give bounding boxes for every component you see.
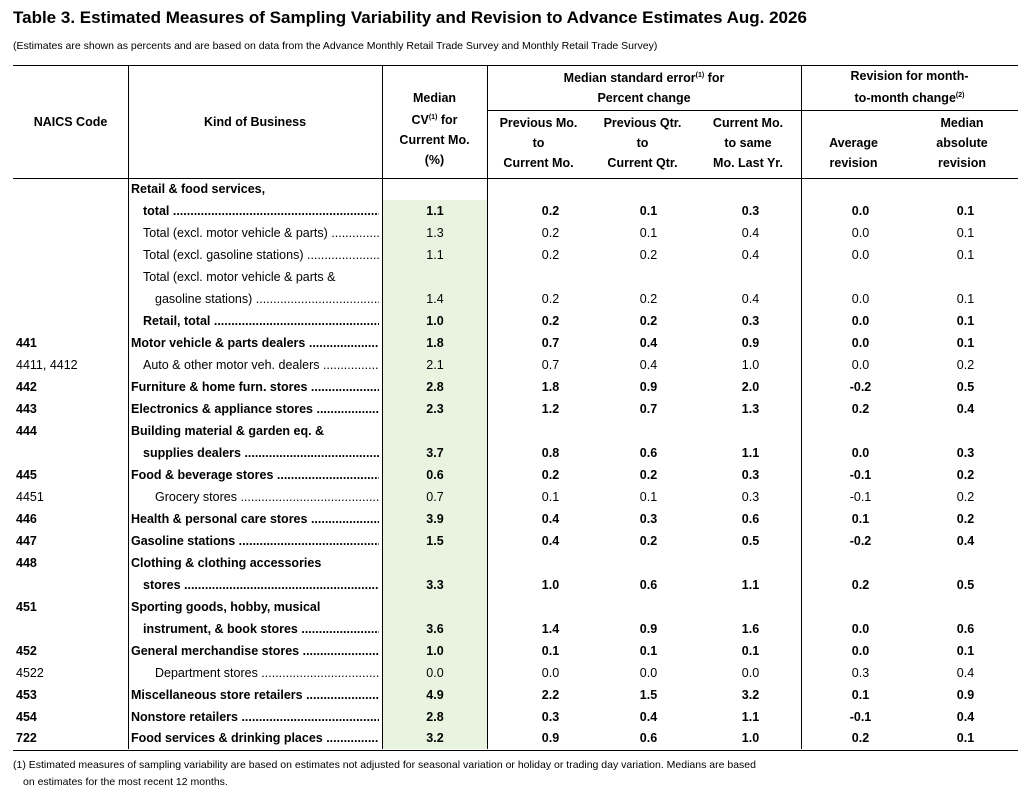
business-kind: supplies dealers ..... [143,442,379,464]
table-row [13,662,1018,684]
se-cur-month: 0.9 [741,336,760,350]
table-subtitle: (Estimates are shown as percents and are based on data from the Advance Monthly Retail Trade Survey and Monthly Retail Trade Survey) [13,40,658,52]
header-prev-qtr: Previous Qtr. to Current Qtr. [603,116,682,170]
median-abs-revision: 0.4 [956,666,975,680]
header-median-abs-revision: Median absolute revision [936,116,988,170]
se-prev-month: 0.2 [541,226,560,240]
se-prev-month: 1.2 [541,402,560,416]
cv-value: 1.8 [426,336,444,350]
cv-value: 2.8 [426,380,444,394]
table-row [13,464,1018,486]
table-row [13,310,1018,332]
avg-revision: 0.2 [851,402,870,416]
table-title: Table 3. Estimated Measures of Sampling Variability and Revision to Advance Estimates Aug. 2026 [13,8,807,27]
median-abs-revision: 0.6 [956,622,975,636]
se-prev-month: 0.2 [541,292,560,306]
table-row [13,508,1018,530]
naics-code: 454 [16,710,37,724]
se-prev-month: 0.8 [541,446,560,460]
header-cv: Median CV$^{(1)}$ for Current Mo. (%) [399,91,470,168]
business-kind: total ..... [143,200,379,222]
se-cur-month: 3.2 [741,688,760,702]
table-row [13,684,1018,706]
se-cur-month: 0.3 [741,468,760,482]
header-prev-month: Previous Mo. to Current Mo. [499,116,578,170]
table-row [13,574,1018,596]
avg-revision: 0.0 [851,622,870,636]
median-abs-revision: 0.5 [956,380,975,394]
naics-code: 443 [16,402,37,416]
naics-code: 447 [16,534,37,548]
cv-value: 3.2 [426,731,444,745]
median-abs-revision: 0.1 [956,204,975,218]
business-kind: General merchandise stores ..... [131,640,379,662]
table-row [13,222,1018,244]
table-row [13,420,1018,442]
header-median-se: Median standard error$^{(1)}$ for Percent change [563,71,725,106]
se-prev-qtr: 0.0 [639,666,658,680]
business-kind: Total (excl. motor vehicle & parts) ..... [143,222,379,244]
table-row [13,552,1018,574]
cv-value: 0.6 [426,468,444,482]
table-row [13,200,1018,222]
table-row [13,288,1018,310]
se-cur-month: 0.4 [741,226,760,240]
se-prev-qtr: 0.9 [639,380,658,394]
se-prev-month: 1.0 [541,578,560,592]
table-row [13,486,1018,508]
business-kind: Food & beverage stores ..... [131,464,379,486]
business-kind: Building material & garden eq. & [131,424,325,438]
business-kind: Retail, total ..... [143,310,379,332]
naics-code: 722 [16,731,37,745]
table-row [13,178,1018,200]
business-kind: Food services & drinking places ..... [131,727,379,749]
se-prev-month: 0.2 [541,314,560,328]
avg-revision: -0.1 [849,710,872,724]
avg-revision: 0.0 [851,204,870,218]
median-abs-revision: 0.5 [956,578,975,592]
se-prev-qtr: 0.2 [639,534,658,548]
avg-revision: 0.0 [851,358,870,372]
avg-revision: 0.1 [851,512,870,526]
cv-value: 1.3 [426,226,444,240]
table-row [13,332,1018,354]
se-cur-month: 1.0 [741,731,760,745]
table-row [13,596,1018,618]
table-row [13,618,1018,640]
se-prev-month: 0.2 [541,468,560,482]
cv-value: 3.6 [426,622,444,636]
se-prev-qtr: 0.2 [639,248,658,262]
cv-value: 0.7 [426,490,444,504]
avg-revision: 0.0 [851,644,870,658]
business-kind: instrument, & book stores ..... [143,618,379,640]
se-prev-month: 2.2 [541,688,560,702]
se-prev-qtr: 0.6 [639,446,658,460]
se-prev-month: 0.0 [541,666,560,680]
header-naics: NAICS Code [33,115,108,129]
se-prev-qtr: 0.3 [639,512,658,526]
table-row [13,640,1018,662]
header-divider-mse [487,110,801,111]
se-prev-month: 0.7 [541,336,560,350]
se-prev-qtr: 0.4 [639,358,658,372]
se-prev-qtr: 0.7 [639,402,658,416]
table-row [13,398,1018,420]
table-row [13,727,1018,749]
avg-revision: 0.2 [851,578,870,592]
median-abs-revision: 0.2 [956,468,975,482]
cv-value: 1.1 [426,204,444,218]
business-kind: Sporting goods, hobby, musical [131,600,321,614]
table-row [13,376,1018,398]
se-cur-month: 0.0 [741,666,760,680]
business-kind: Nonstore retailers ..... [131,706,379,728]
table-row [13,442,1018,464]
se-prev-qtr: 0.2 [639,314,658,328]
se-prev-month: 1.8 [541,380,560,394]
median-abs-revision: 0.1 [956,314,975,328]
median-abs-revision: 0.1 [956,644,975,658]
se-prev-qtr: 0.1 [639,204,658,218]
cv-value: 3.9 [426,512,444,526]
se-prev-qtr: 0.6 [639,731,658,745]
header-kind: Kind of Business [203,115,307,129]
naics-code: 445 [16,468,37,482]
business-kind: Clothing & clothing accessories [131,556,322,570]
se-prev-month: 0.7 [541,358,560,372]
business-kind: Grocery stores ..... [155,486,379,508]
se-prev-qtr: 0.6 [639,578,658,592]
table-row [13,530,1018,552]
cv-value: 3.7 [426,446,444,460]
se-prev-qtr: 1.5 [639,688,658,702]
se-cur-month: 1.3 [741,402,760,416]
avg-revision: 0.0 [851,226,870,240]
median-abs-revision: 0.1 [956,731,975,745]
avg-revision: -0.1 [849,468,872,482]
median-abs-revision: 0.4 [956,534,975,548]
se-prev-qtr: 0.2 [639,468,658,482]
se-prev-qtr: 0.2 [639,292,658,306]
median-abs-revision: 0.9 [956,688,975,702]
median-abs-revision: 0.4 [956,710,975,724]
naics-code: 4411, 4412 [16,358,78,372]
se-cur-month: 0.3 [741,490,760,504]
cv-value: 1.1 [426,248,444,262]
cv-value: 2.1 [426,358,444,372]
avg-revision: 0.0 [851,446,870,460]
se-prev-qtr: 0.4 [639,710,658,724]
business-kind: Furniture & home furn. stores ..... [131,376,379,398]
avg-revision: 0.1 [851,688,870,702]
naics-code: 442 [16,380,37,394]
business-kind: gasoline stations) ..... [155,288,379,310]
se-prev-month: 0.1 [541,644,560,658]
business-kind: Total (excl. gasoline stations) ..... [143,244,379,266]
se-cur-month: 0.6 [741,512,760,526]
avg-revision: -0.2 [849,534,872,548]
median-abs-revision: 0.4 [956,402,975,416]
se-prev-month: 0.2 [541,204,560,218]
median-abs-revision: 0.3 [956,446,975,460]
se-prev-qtr: 0.1 [639,644,658,658]
business-kind: stores ..... [143,574,379,596]
avg-revision: 0.0 [851,336,870,350]
header-cur-month: Current Mo. to same Mo. Last Yr. [712,116,784,170]
header-revision: Revision for month- to-month change$^{(2)}$ [850,69,969,106]
se-cur-month: 0.4 [741,292,760,306]
se-cur-month: 0.1 [741,644,760,658]
se-prev-month: 0.4 [541,534,560,548]
table-row [13,354,1018,376]
median-abs-revision: 0.2 [956,512,975,526]
se-cur-month: 0.5 [741,534,760,548]
se-prev-month: 0.3 [541,710,560,724]
cv-value: 2.3 [426,402,444,416]
se-prev-month: 0.2 [541,248,560,262]
cv-value: 4.9 [426,688,444,702]
table-row [13,244,1018,266]
naics-code: 451 [16,600,37,614]
naics-code: 448 [16,556,37,570]
se-prev-month: 0.4 [541,512,560,526]
median-abs-revision: 0.1 [956,226,975,240]
median-abs-revision: 0.2 [956,358,975,372]
cv-value: 2.8 [426,710,444,724]
se-cur-month: 1.1 [741,578,760,592]
avg-revision: 0.0 [851,292,870,306]
business-kind: Department stores ..... [155,662,379,684]
cv-value: 1.5 [426,534,444,548]
se-prev-qtr: 0.1 [639,490,658,504]
business-kind: Miscellaneous store retailers ..... [131,684,379,706]
median-abs-revision: 0.1 [956,292,975,306]
naics-code: 441 [16,336,37,350]
header-divider-rev [801,110,1018,111]
naics-code: 452 [16,644,37,658]
avg-revision: 0.0 [851,248,870,262]
header-avg-revision: Average revision [829,136,878,170]
se-cur-month: 1.1 [741,446,760,460]
table-row [13,706,1018,728]
se-cur-month: 1.6 [741,622,760,636]
business-kind: Auto & other motor veh. dealers ..... [143,354,379,376]
business-kind: Motor vehicle & parts dealers ..... [131,332,379,354]
cv-value: 0.0 [426,666,444,680]
business-kind: Health & personal care stores ..... [131,508,379,530]
business-kind: Electronics & appliance stores ..... [131,398,379,420]
footnote [13,757,1003,791]
se-cur-month: 2.0 [741,380,760,394]
cv-value: 3.3 [426,578,444,592]
se-cur-month: 1.0 [741,358,760,372]
cv-value: 1.4 [426,292,444,306]
se-prev-month: 1.4 [541,622,560,636]
avg-revision: 0.2 [851,731,870,745]
avg-revision: -0.2 [849,380,872,394]
median-abs-revision: 0.1 [956,248,975,262]
avg-revision: 0.0 [851,314,870,328]
se-prev-qtr: 0.1 [639,226,658,240]
naics-code: 4451 [16,490,44,504]
se-prev-month: 0.9 [541,731,560,745]
table-row [13,266,1018,288]
naics-code: 453 [16,688,37,702]
naics-code: 444 [16,424,37,438]
footnote-line-1: (1) Estimated measures of sampling variability are based on estimates not adjusted for seasonal variation or holiday or trading day variation. Medians are based [13,759,756,771]
se-prev-qtr: 0.9 [639,622,658,636]
avg-revision: -0.1 [849,490,872,504]
se-cur-month: 0.4 [741,248,760,262]
business-kind: Retail & food services, [131,182,266,196]
naics-code: 4522 [16,666,44,680]
se-cur-month: 0.3 [741,314,760,328]
median-abs-revision: 0.1 [956,336,975,350]
se-cur-month: 0.3 [741,204,760,218]
footnote-line-2: on estimates for the most recent 12 months. [23,776,228,788]
se-cur-month: 1.1 [741,710,760,724]
se-prev-month: 0.1 [541,490,560,504]
business-kind: Gasoline stations ..... [131,530,379,552]
naics-code: 446 [16,512,37,526]
business-kind: Total (excl. motor vehicle & parts & [143,270,336,284]
median-abs-revision: 0.2 [956,490,975,504]
cv-value: 1.0 [426,644,444,658]
avg-revision: 0.3 [851,666,870,680]
cv-value: 1.0 [426,314,444,328]
se-prev-qtr: 0.4 [639,336,658,350]
